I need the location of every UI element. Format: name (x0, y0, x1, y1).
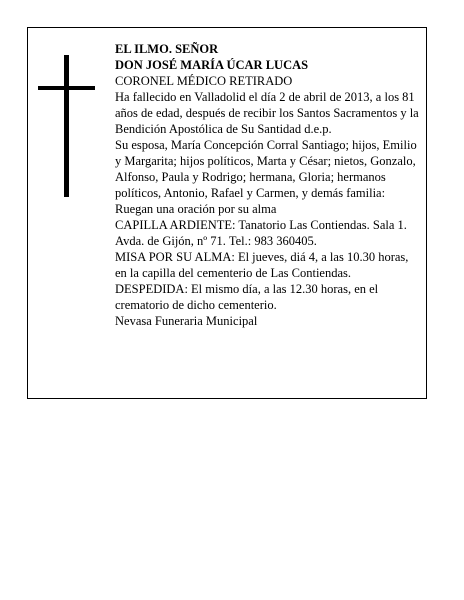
deceased-title: EL ILMO. SEÑOR (115, 42, 219, 56)
latin-cross-icon (38, 55, 95, 197)
prayer-request: Ruegan una oración por su alma (115, 202, 277, 216)
deceased-rank: CORONEL MÉDICO RETIRADO (115, 74, 293, 88)
obituary-notice (27, 27, 427, 399)
death-announcement: Ha fallecido en Valladolid el día 2 de abril de 2013, a los 81 años de edad, después de recibir los Santos Sacramentos y la Bendición Apostólica de Su Santidad d.e.p. (115, 90, 419, 136)
farewell-info: DESPEDIDA: El mismo día, a las 12.30 horas, en el crematorio de dicho cementerio. (115, 282, 379, 312)
cross-vertical-bar (64, 55, 69, 197)
mass-info: MISA POR SU ALMA: El jueves, diá 4, a las 10.30 horas, en la capilla del cementerio de Las Contiendas. (115, 250, 409, 280)
obituary-text (115, 41, 419, 329)
funeral-home: Nevasa Funeraria Municipal (115, 314, 258, 328)
deceased-name: DON JOSÉ MARÍA ÚCAR LUCAS (115, 58, 309, 72)
family-list: Su esposa, María Concepción Corral Santiago; hijos, Emilio y Margarita; hijos políticos, Marta y César; nietos, Gonzalo, Alfonso, Paula y Rodrigo; hermana, Gloria; hermanos políticos, Antonio, Rafael y Carmen, y demás familia: (115, 138, 417, 200)
cross-horizontal-bar (38, 86, 95, 90)
chapel-info: CAPILLA ARDIENTE: Tanatorio Las Contiendas. Sala 1. Avda. de Gijón, nº 71. Tel.: 983 360405. (115, 218, 407, 248)
